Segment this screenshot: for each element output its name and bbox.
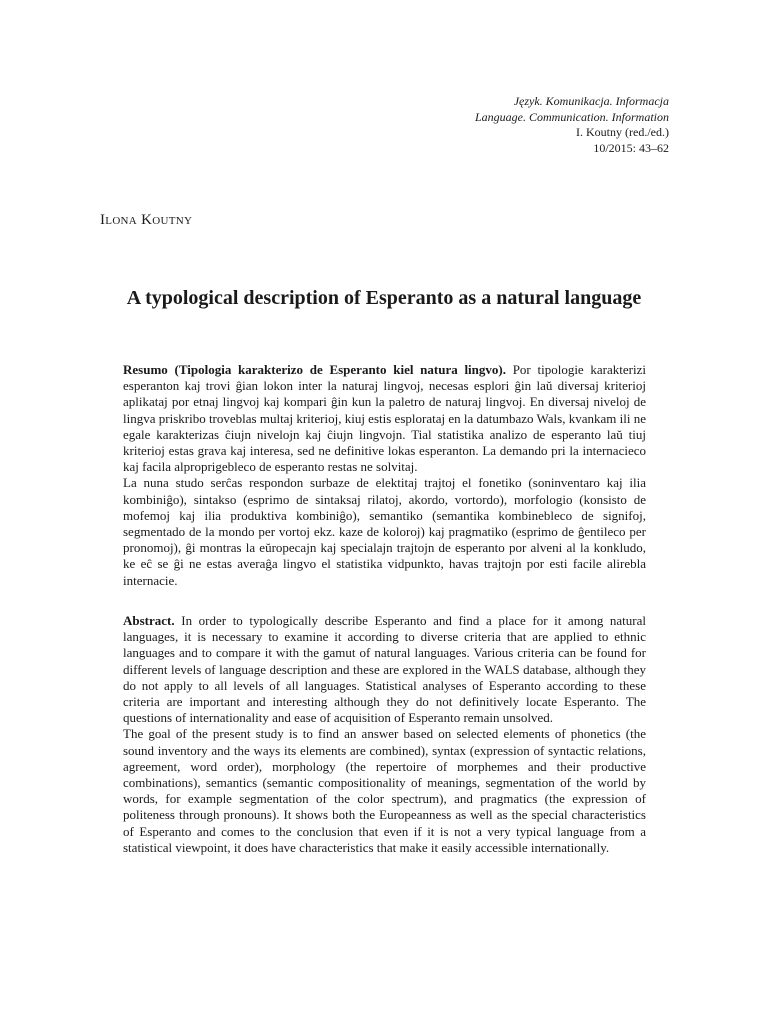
abstract-paragraph-1 xyxy=(123,613,646,726)
abstract-text-1: In order to typologically describe Esperanto and find a place for it among natural languages, it is necessary to examine it according to diverse criteria that are applied to ethnic languages and to compare it with the gamut of natural languages. Various criteria can be found for different levels of language description and these are explored in the WALS database, although they do not apply to all levels of all languages. Statistical analyses of Esperanto according to these criteria are important and interesting although they do not definitively locate Esperanto. The questions of internationality and ease of acquisition of Esperanto remain unsolved. xyxy=(123,613,647,726)
abstract-paragraph-2: The goal of the present study is to find an answer based on selected elements of phonetics (the sound inventory and the ways its elements are combined), syntax (expression of syntactic relations, agreement, word order), morphology (the repertoire of morphemes and their productive combinations), semantics (semantic compositionality of meanings, segmentation of the world by words, for example segmentation of the color spectrum), and pragmatics (the expression of politeness through pronouns). It shows both the Europeanness as well as the special characteristics of Esperanto and comes to the conclusion that even if it is not a very typical language from a statistical viewpoint, it does have characteristics that make it easily accessible internationally. xyxy=(123,726,646,855)
journal-issue: 10/2015: 43–62 xyxy=(593,140,669,155)
abstract-section xyxy=(123,613,646,856)
paper-title: A typological description of Esperanto as a natural language xyxy=(126,287,642,309)
author-name: Ilona Koutny xyxy=(100,212,193,228)
resumo-section xyxy=(123,362,646,589)
resumo-heading: Resumo (Tipologia karakterizo de Esperanto kiel natura lingvo). xyxy=(123,362,506,377)
journal-editor: I. Koutny (red./ed.) xyxy=(576,125,669,139)
resumo-paragraph-1 xyxy=(123,362,646,475)
abstract-heading: Abstract. xyxy=(123,613,175,628)
resumo-text-1: Por tipologie karakterizi esperanton kaj trovi ĝian lokon inter la naturaj lingvoj, necesas esplori ĝin laŭ diversaj kriterioj aplikataj por etnaj lingvoj kaj kompari ĝin kun la paletro de naturaj lingvoj. En diversaj niveloj de lingva priskribo troveblas multaj kriterioj, kiuj estis esplorataj en la datumbazo Wals, kvankam ili ne egale karakterizas ĉiujn nivelojn kaj ĉiujn lingvojn. Tial statistika analizo de esperanto laŭ tiuj kriterioj estas grava kaj interesa, sed ne definitive lokas esperanton. La demando pri la internacieco kaj facila alproprigebleco de esperanto restas ne solvitaj. xyxy=(123,362,646,475)
journal-title-polish: Język. Komunikacja. Informacja xyxy=(513,94,669,108)
resumo-paragraph-2: La nuna studo serĉas respondon surbaze de elektitaj trajtoj el fonetiko (soninventaro kaj ilia kombiniĝo), sintakso (esprimo de sintaksaj rilatoj, akordo, vortordo), morfologio (konsisto de mofemoj kaj ilia produktiva kombiniĝo), semantiko (semantika kombinebleco de signifoj, segmentado de la mondo per vortoj ekz. kaze de koloroj) kaj pragmatiko (esprimo de ĝentileco per pronomoj), ĝi montras la eŭropecajn kaj specialajn trajtojn de esperanto por alveni al la konkludo, ke eĉ se ĝi ne estas averaĝa lingvo el statistika vidpunkto, havas trajtojn por esti facile alirebla internacie. xyxy=(123,475,646,588)
journal-title-english: Language. Communication. Information xyxy=(475,109,669,124)
journal-header xyxy=(475,94,669,156)
